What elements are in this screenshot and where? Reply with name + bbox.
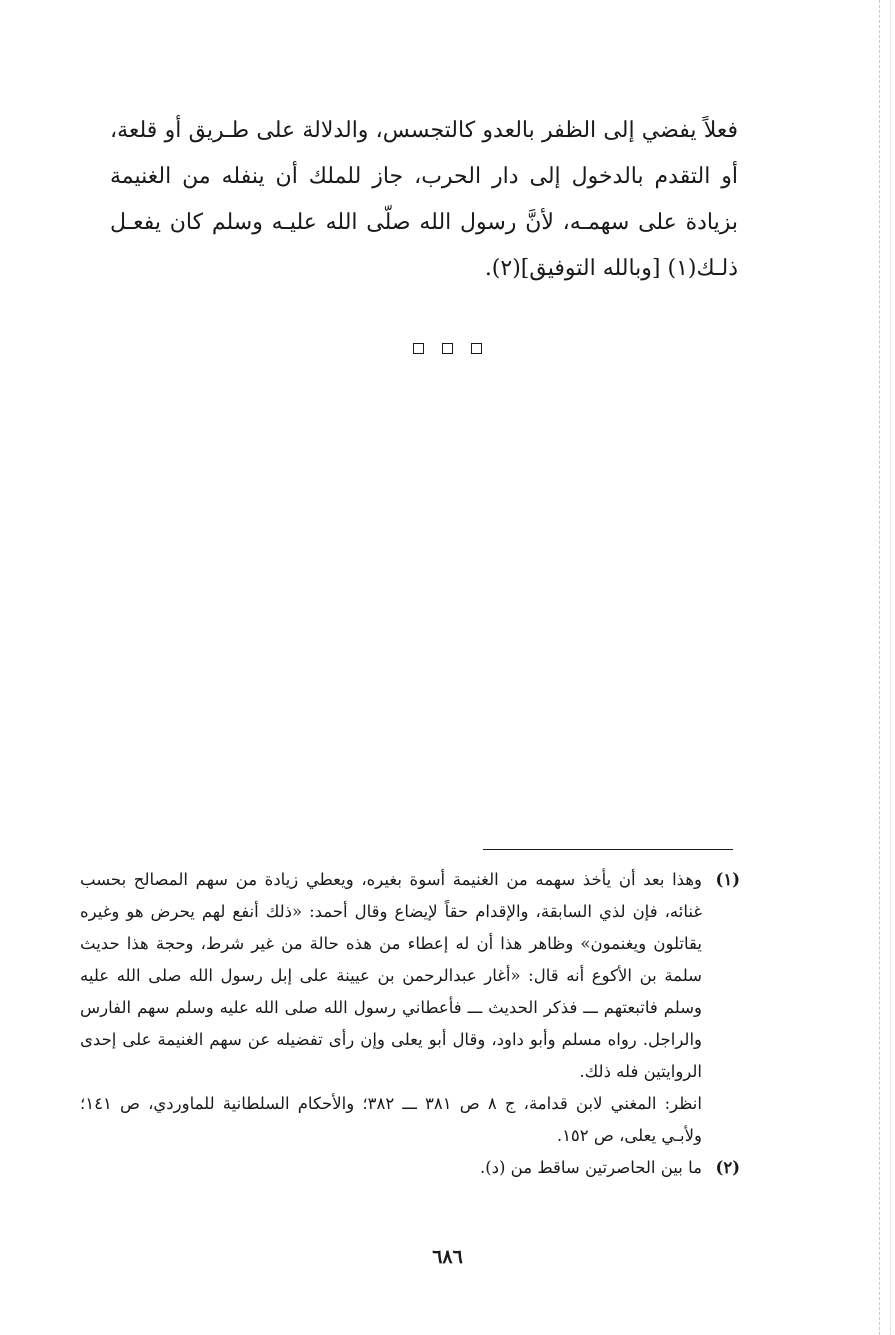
- footnote-2: [80, 1152, 740, 1184]
- footnote-1: [80, 864, 740, 1152]
- main-text-block: [110, 108, 738, 292]
- section-separator: [0, 343, 895, 354]
- separator-square-icon: [442, 343, 453, 354]
- footnotes-block: [80, 864, 740, 1184]
- separator-square-icon: [413, 343, 424, 354]
- separator-square-icon: [471, 343, 482, 354]
- footnote-paragraph: وهذا بعد أن يأخذ سهمه من الغنيمة أسوة بغيره، ويعطي زيادة من سهم المصالح بحسب غنائه، فإن لذي السابقة، والإقدام حقاً لإيضاع وقال أحمد: «ذلك أنفع لهم يحرض هو وغيره يقاتلون ويغنمون» وظاهر هذا أن له إعطاء من هذه حالة من غير شرط، وحجة هذا حديث سلمة بن الأكوع أنه قال: «أغار عبدالرحمن بن عيينة على إبل رسول الله صلى الله عليه وسلم فاتبعتهم ـــ فذكر الحديث ـــ فأعطاني رسول الله صلى الله عليه وسلم سهم الفارس والراجل. رواه مسلم وأبو داود، وقال أبو يعلى وإن رأى تفضيله عن سهم الغنيمة على إحدى الروايتين فله ذلك.: [80, 870, 702, 1081]
- footnote-body: [80, 1152, 702, 1184]
- page-number: ٦٨٦: [432, 1246, 463, 1268]
- main-paragraph: فعلاً يفضي إلى الظفر بالعدو كالتجسس، والدلالة على طـريق أو قلعة، أو التقدم بالدخول إلى دار الحرب، جاز للملك أن ينفله من الغنيمة بزيادة على سهمـه، لأنَّ رسول الله صلّى الله عليـه وسلم كان يفعـل ذلـك(١) [وبالله التوفيق](٢).: [110, 118, 738, 281]
- page-edge: [879, 0, 891, 1335]
- footnote-number: (٢): [715, 1158, 740, 1177]
- footnote-body: [80, 864, 702, 1152]
- footnote-paragraph: ما بين الحاصرتين ساقط من (د).: [479, 1158, 702, 1177]
- footnote-number: (١): [715, 870, 740, 889]
- footnote-divider: [483, 849, 733, 850]
- footnote-reference: انظر: المغني لابن قدامة، ج ٨ ص ٣٨١ ـــ ٣٨٢؛ والأحكام السلطانية للماوردي، ص ١٤١؛ ولأبـي يعلى، ص ١٥٢.: [80, 1094, 702, 1145]
